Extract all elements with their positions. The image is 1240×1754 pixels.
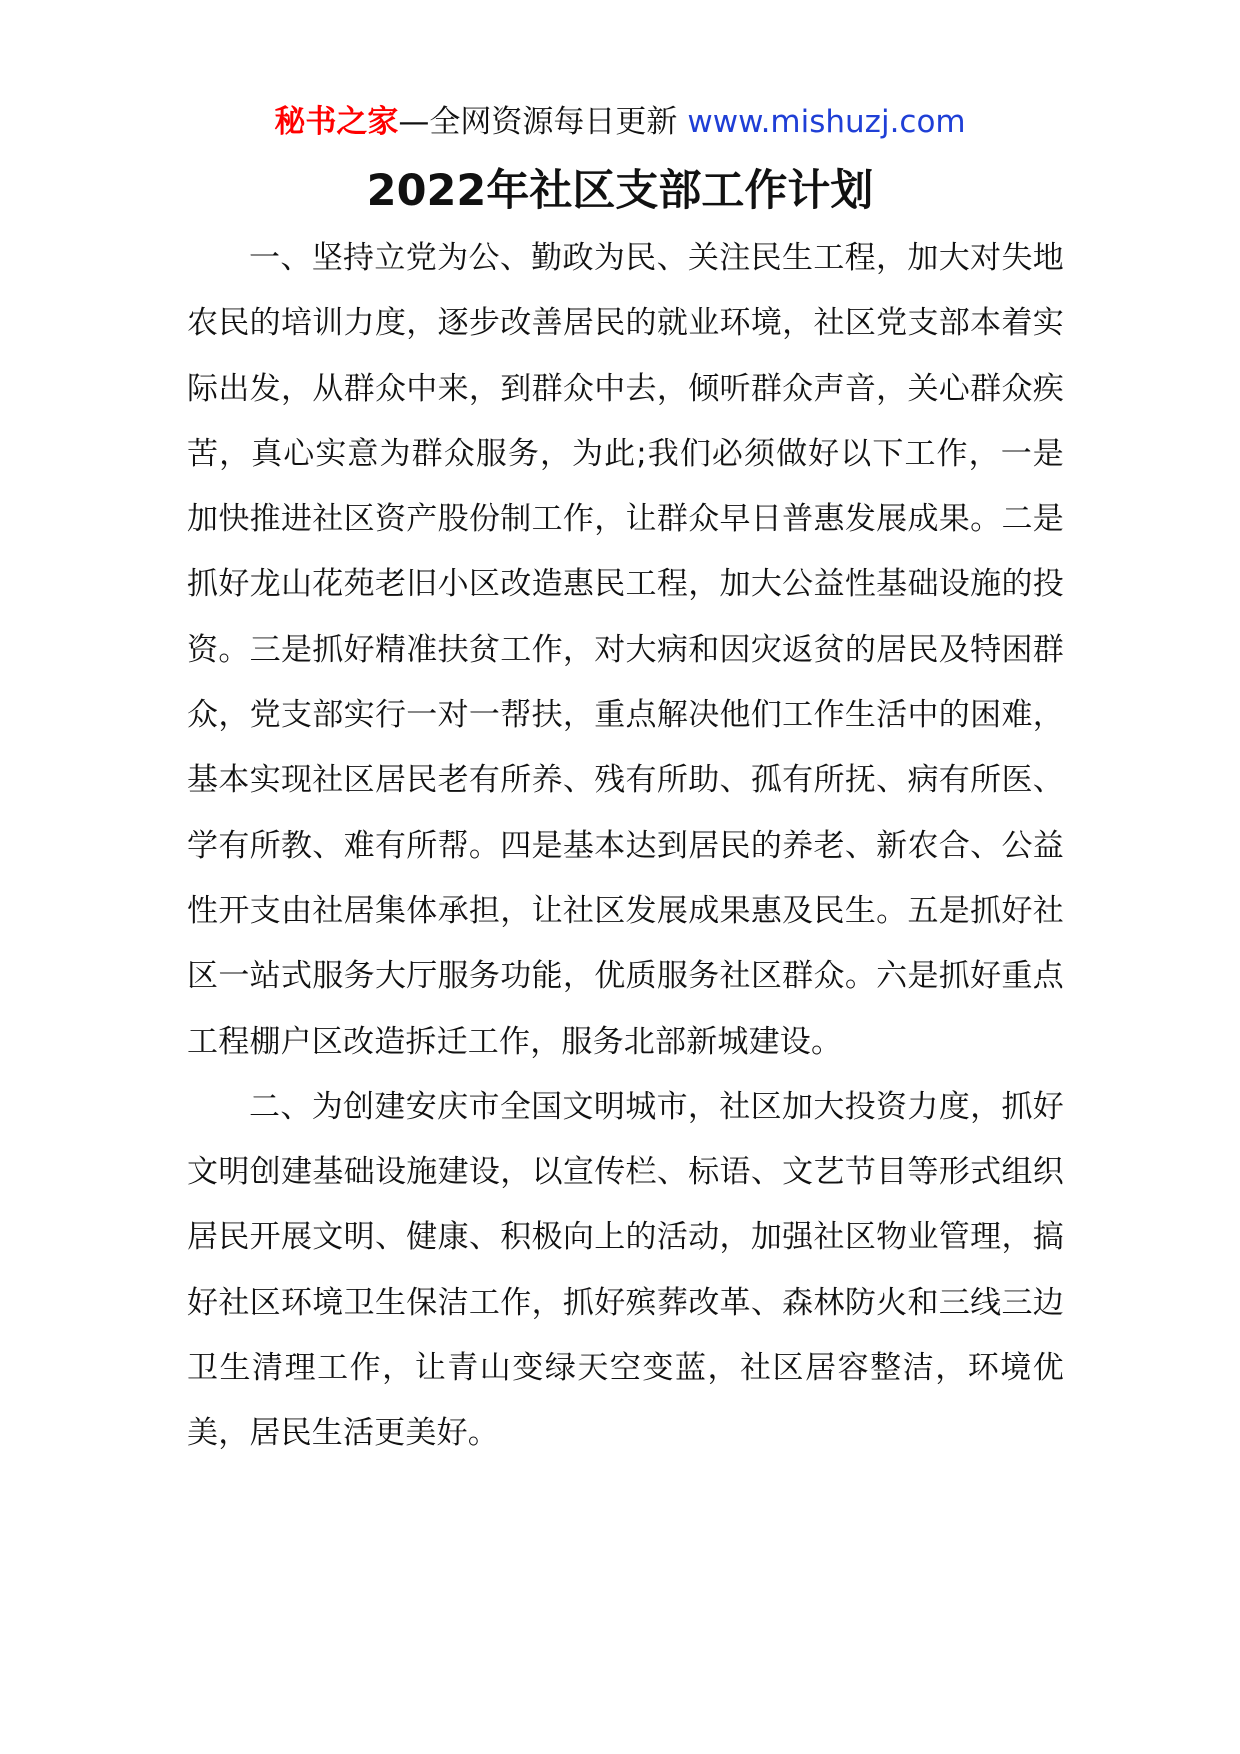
header-tagline: —全网资源每日更新 [398, 104, 678, 140]
site-url-link[interactable]: www.mishuzj.com [687, 104, 966, 140]
paragraph-2: 二、为创建安庆市全国文明城市，社区加大投资力度，抓好文明创建基础设施建设，以宣传栏、标语、文艺节目等形式组织居民开展文明、健康、积极向上的活动，加强社区物业管理，搞好社区环境卫生保洁工作，抓好殡葬改革、森林防火和三线三边卫生清理工作，让青山变绿天空变蓝，社区居容整洁，环境优美，居民生活更美好。 [187, 1088, 1064, 1452]
brand-name: 秘书之家 [274, 104, 399, 140]
document-title: 2022年社区支部工作计划 [366, 166, 874, 216]
document-body [187, 226, 1064, 1467]
paragraph-1: 一、坚持立党为公、勤政为民、关注民生工程，加大对失地农民的培训力度，逐步改善居民的就业环境，社区党支部本着实际出发，从群众中来，到群众中去，倾听群众声音，关心群众疾苦，真心实意为群众服务，为此;我们必须做好以下工作，一是加快推进社区资产股份制工作，让群众早日普惠发展成果。二是抓好龙山花苑老旧小区改造惠民工程，加大公益性基础设施的投资。三是抓好精准扶贫工作，对大病和因灾返贫的居民及特困群众，党支部实行一对一帮扶，重点解决他们工作生活中的困难，基本实现社区居民老有所养、残有所助、孤有所抚、病有所医、学有所教、难有所帮。四是基本达到居民的养老、新农合、公益性开支由社居集体承担，让社区发展成果惠及民生。五是抓好社区一站式服务大厅服务功能，优质服务社区群众。六是抓好重点工程棚户区改造拆迁工作，服务北部新城建设。 [187, 240, 1064, 1060]
site-header [0, 100, 1240, 144]
